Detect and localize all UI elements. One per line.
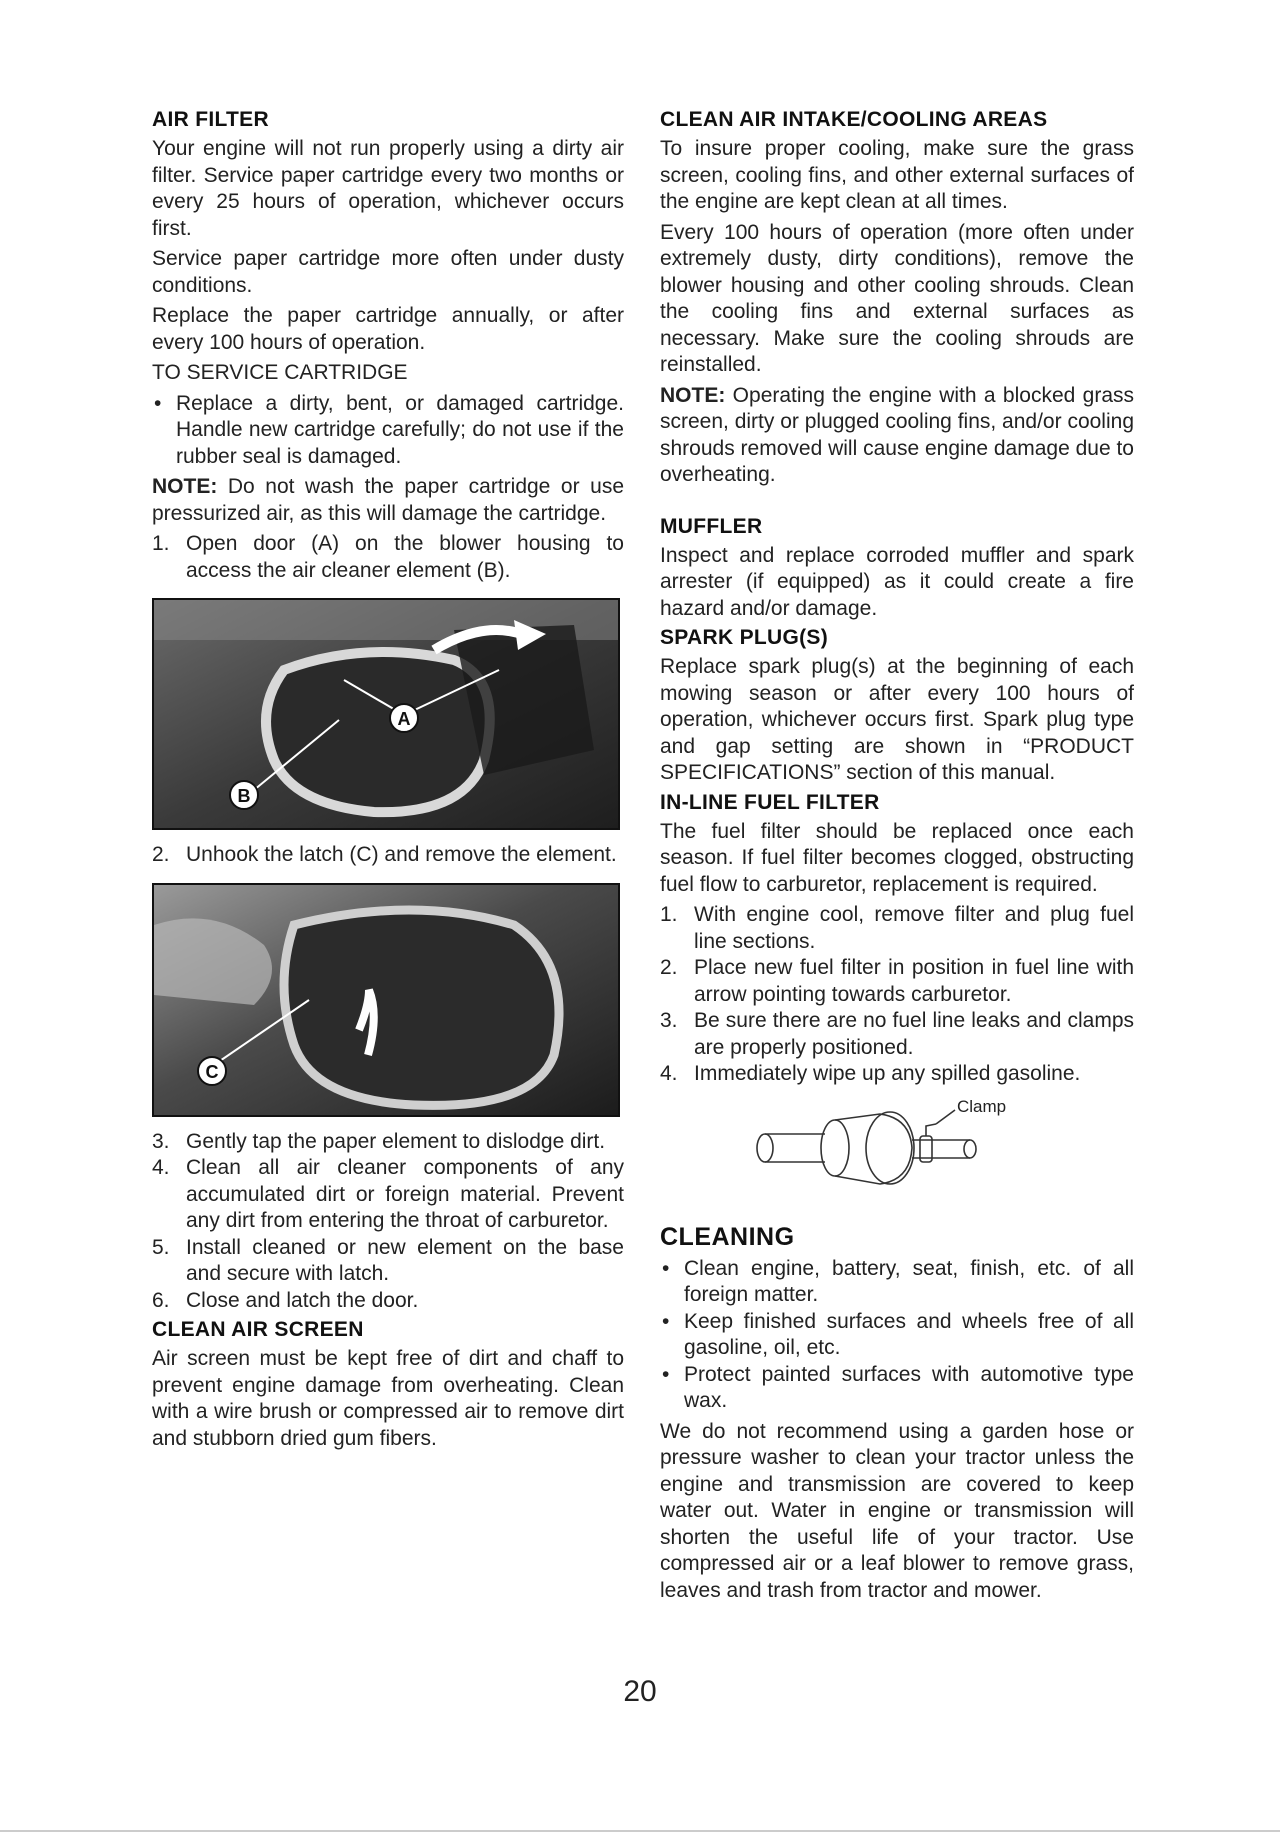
spark-plug-paragraph: Replace spark plug(s) at the beginning of each mowing season or after every 100 hours of operation, whichever occurs first. Spark plug type and gap setting are shown in “PRODUCT SPECIFICATIONS” section of this manual. — [660, 655, 1134, 784]
step-text: Open door (A) on the blower housing to access the air cleaner element (B). — [186, 532, 624, 582]
step-text: With engine cool, remove filter and plug fuel line sections. — [694, 903, 1134, 953]
air-filter-paragraph-3: Replace the paper cartridge annually, or after every 100 hours of operation. — [152, 304, 624, 354]
cleaning-bullet-2: • Keep finished surfaces and wheels free of all gasoline, oil, etc. — [660, 1309, 1134, 1362]
clamp-label: Clamp — [957, 1096, 1007, 1116]
service-cartridge-heading: TO SERVICE CARTRIDGE — [152, 361, 408, 384]
muffler-paragraph: Inspect and replace corroded muffler and spark arrester (if equipped) as it could create a fire hazard and/or damage. — [660, 543, 1134, 620]
step-number: 4. — [660, 1062, 678, 1085]
callout-b-label: B — [237, 786, 251, 806]
intake-note — [660, 383, 1134, 489]
step-text: Install cleaned or new element on the base and secure with latch. — [186, 1235, 624, 1285]
fuel-filter-step-4 — [660, 1061, 1134, 1088]
step-number: 2. — [660, 956, 678, 979]
air-filter-step-2 — [152, 842, 624, 869]
clean-air-screen-paragraph: Air screen must be kept free of dirt and chaff to prevent engine damage from overheating. Clean with a wire brush or compressed air to remove dirt and stubborn dried gum fibers. — [152, 1347, 624, 1450]
step-number: 2. — [152, 843, 170, 866]
fuel-filter-steps — [660, 902, 1134, 1088]
callout-a-label: A — [397, 709, 411, 729]
latch-photo — [152, 883, 620, 1117]
air-filter-steps-a — [152, 531, 624, 584]
clean-air-screen-heading: CLEAN AIR SCREEN — [152, 1318, 364, 1341]
step-text: Immediately wipe up any spilled gasoline. — [694, 1062, 1081, 1085]
air-filter-steps-b — [152, 842, 624, 869]
air-filter-step-6 — [152, 1288, 624, 1315]
air-filter-paragraph-2: Service paper cartridge more often under dusty conditions. — [152, 247, 624, 297]
muffler-heading: MUFFLER — [660, 514, 763, 538]
blower-housing-illustration — [154, 600, 618, 828]
note-text: Operating the engine with a blocked grass screen, dirty or plugged cooling fins, and/or cooling shrouds removed will cause engine damage due to overheating. — [660, 383, 1134, 486]
service-bullet-1: • Replace a dirty, bent, or damaged cartridge. Handle new cartridge carefully; do not use if the rubber seal is damaged. — [152, 391, 624, 471]
step-number: 4. — [152, 1156, 170, 1179]
air-filter-step-1 — [152, 531, 624, 584]
intake-heading: CLEAN AIR INTAKE/COOLING AREAS — [660, 108, 1048, 131]
intake-paragraph-1: To insure proper cooling, make sure the grass screen, cooling fins, and other external surfaces of the engine are kept clean at all times. — [660, 137, 1134, 213]
note-text: Do not wash the paper cartridge or use pressurized air, as this will damage the cartridge. — [152, 475, 624, 525]
fuel-filter-icon — [740, 1096, 1040, 1206]
fuel-filter-paragraph: The fuel filter should be replaced once each season. If fuel filter becomes clogged, obstructing fuel flow to carburetor, replacement is required. — [660, 819, 1134, 896]
step-text: Unhook the latch (C) and remove the element. — [186, 843, 617, 866]
step-text: Clean all air cleaner components of any accumulated dirt or foreign material. Prevent any dirt from entering the throat of carburetor. — [186, 1156, 624, 1232]
fuel-filter-step-3 — [660, 1008, 1134, 1061]
left-column — [152, 108, 624, 1456]
spark-plug-heading: SPARK PLUG(S) — [660, 626, 829, 649]
step-number: 5. — [152, 1235, 170, 1259]
step-number: 6. — [152, 1288, 170, 1312]
air-filter-steps-c — [152, 1129, 624, 1315]
fuel-filter-clamp-diagram — [740, 1096, 1134, 1211]
step-number: 1. — [152, 532, 170, 555]
page-number: 20 — [623, 1675, 657, 1708]
step-text: Gently tap the paper element to dislodge dirt. — [186, 1129, 606, 1153]
callout-c-label: C — [205, 1061, 219, 1082]
step-number: 3. — [660, 1009, 678, 1032]
latch-illustration — [154, 885, 618, 1115]
cleaning-paragraph: We do not recommend using a garden hose or pressure washer to clean your tractor unless the engine and transmission are covered to keep water out. Water in engine or transmission will shorten the useful life of your tractor. Use compressed air or a leaf blower to remove grass, leaves and trash from tractor and mower. — [660, 1419, 1134, 1602]
intake-paragraph-2: Every 100 hours of operation (more often under extremely dusty, dirty conditions), remove the blower housing and other cooling shrouds. Clean the cooling fins and external surfaces as necessary. Make sure the cooling shrouds are reinstalled. — [660, 220, 1134, 376]
air-filter-note — [152, 474, 624, 527]
note-label: NOTE: — [660, 383, 726, 407]
step-text: Place new fuel filter in position in fuel line with arrow pointing towards carburetor. — [694, 956, 1134, 1006]
service-bullets — [152, 391, 624, 471]
step-text: Be sure there are no fuel line leaks and clamps are properly positioned. — [694, 1009, 1134, 1059]
air-filter-step-4 — [152, 1155, 624, 1235]
step-text: Close and latch the door. — [186, 1288, 419, 1312]
air-filter-step-5 — [152, 1235, 624, 1288]
cleaning-bullet-3: • Protect painted surfaces with automotive type wax. — [660, 1362, 1134, 1415]
cleaning-heading: CLEANING — [660, 1222, 795, 1251]
fuel-filter-step-1 — [660, 902, 1134, 955]
bottom-rule — [0, 1830, 1280, 1832]
step-number: 3. — [152, 1129, 170, 1153]
fuel-filter-heading: IN-LINE FUEL FILTER — [660, 790, 880, 814]
air-filter-paragraph-1: Your engine will not run properly using a dirty air filter. Service paper cartridge every two months or every 25 hours of operation, whichever occurs first. — [152, 137, 624, 240]
right-column — [660, 108, 1134, 1608]
step-number: 1. — [660, 903, 678, 926]
cleaning-bullets — [660, 1256, 1134, 1415]
fuel-filter-step-2 — [660, 955, 1134, 1008]
cleaning-bullet-1: • Clean engine, battery, seat, finish, etc. of all foreign matter. — [660, 1256, 1134, 1309]
note-label: NOTE: — [152, 475, 218, 498]
air-filter-step-3 — [152, 1129, 624, 1156]
air-filter-heading: AIR FILTER — [152, 108, 269, 131]
blower-housing-photo — [152, 598, 620, 830]
